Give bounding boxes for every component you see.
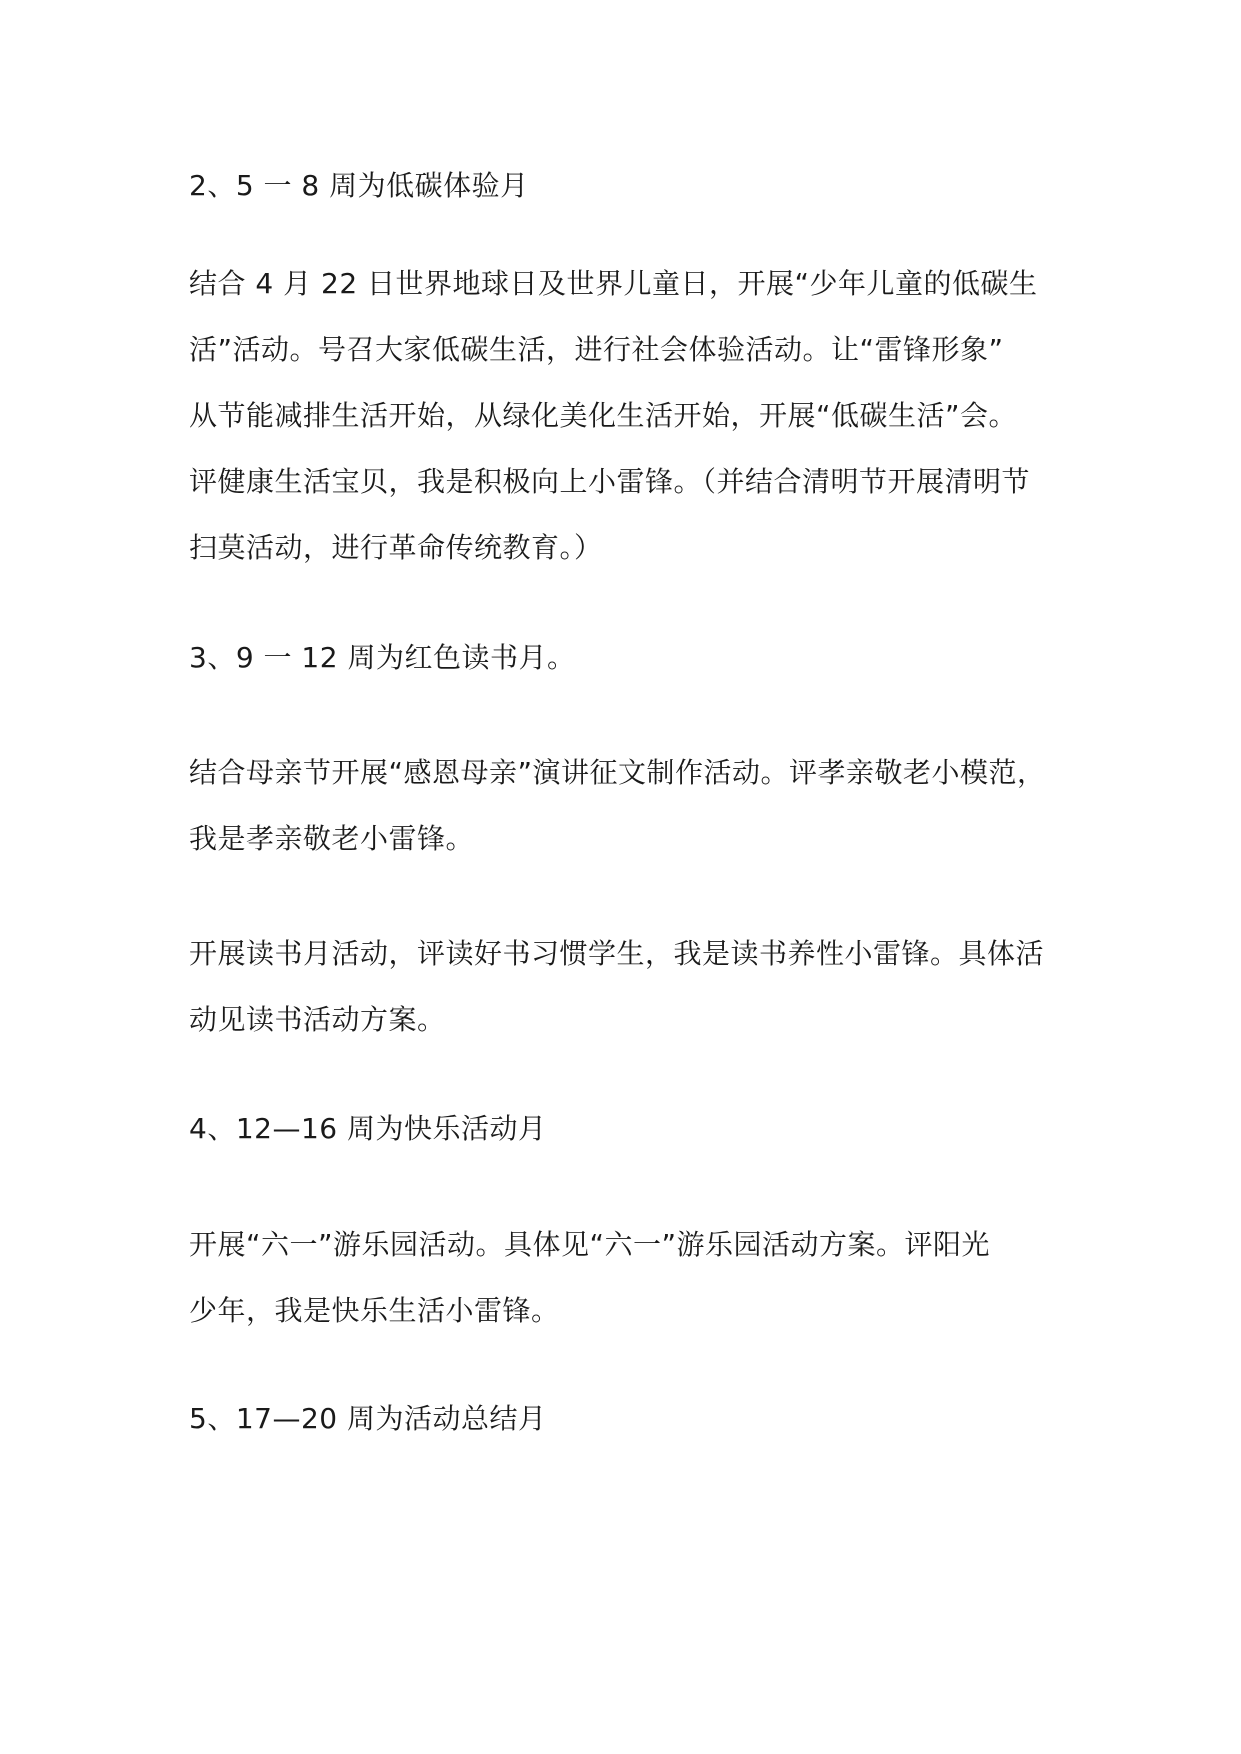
paragraph-line: 扫莫活动，进行革命传统教育。） <box>189 531 603 564</box>
paragraph-line: 活”活动。号召大家低碳生活，进行社会体验活动。让“雷锋形象” <box>189 333 1004 366</box>
paragraph-line: 开展“六一”游乐园活动。具体见“六一”游乐园活动方案。评阳光 <box>189 1228 991 1261</box>
paragraph-line: 从节能减排生活开始，从绿化美化生活开始，开展“低碳生活”会。 <box>189 399 1018 432</box>
paragraph-line: 我是孝亲敬老小雷锋。 <box>189 822 475 855</box>
section-heading: 2、5 一 8 周为低碳体验月 <box>189 169 529 202</box>
section-heading: 3、9 一 12 周为红色读书月。 <box>189 641 576 674</box>
paragraph-line: 结合母亲节开展“感恩母亲”演讲征文制作活动。评孝亲敬老小模范， <box>189 756 1046 789</box>
paragraph-line: 评健康生活宝贝，我是积极向上小雷锋。（并结合清明节开展清明节 <box>189 465 1031 498</box>
paragraph-line: 少年，我是快乐生活小雷锋。 <box>189 1294 560 1327</box>
section-heading: 5、17—20 周为活动总结月 <box>189 1402 547 1435</box>
paragraph-line: 动见读书活动方案。 <box>189 1003 446 1036</box>
section-heading: 4、12—16 周为快乐活动月 <box>189 1112 547 1145</box>
paragraph-line: 开展读书月活动，评读好书习惯学生，我是读书养性小雷锋。具体活 <box>189 937 1045 970</box>
paragraph-line: 结合 4 月 22 日世界地球日及世界儿童日，开展“少年儿童的低碳生 <box>189 267 1038 300</box>
